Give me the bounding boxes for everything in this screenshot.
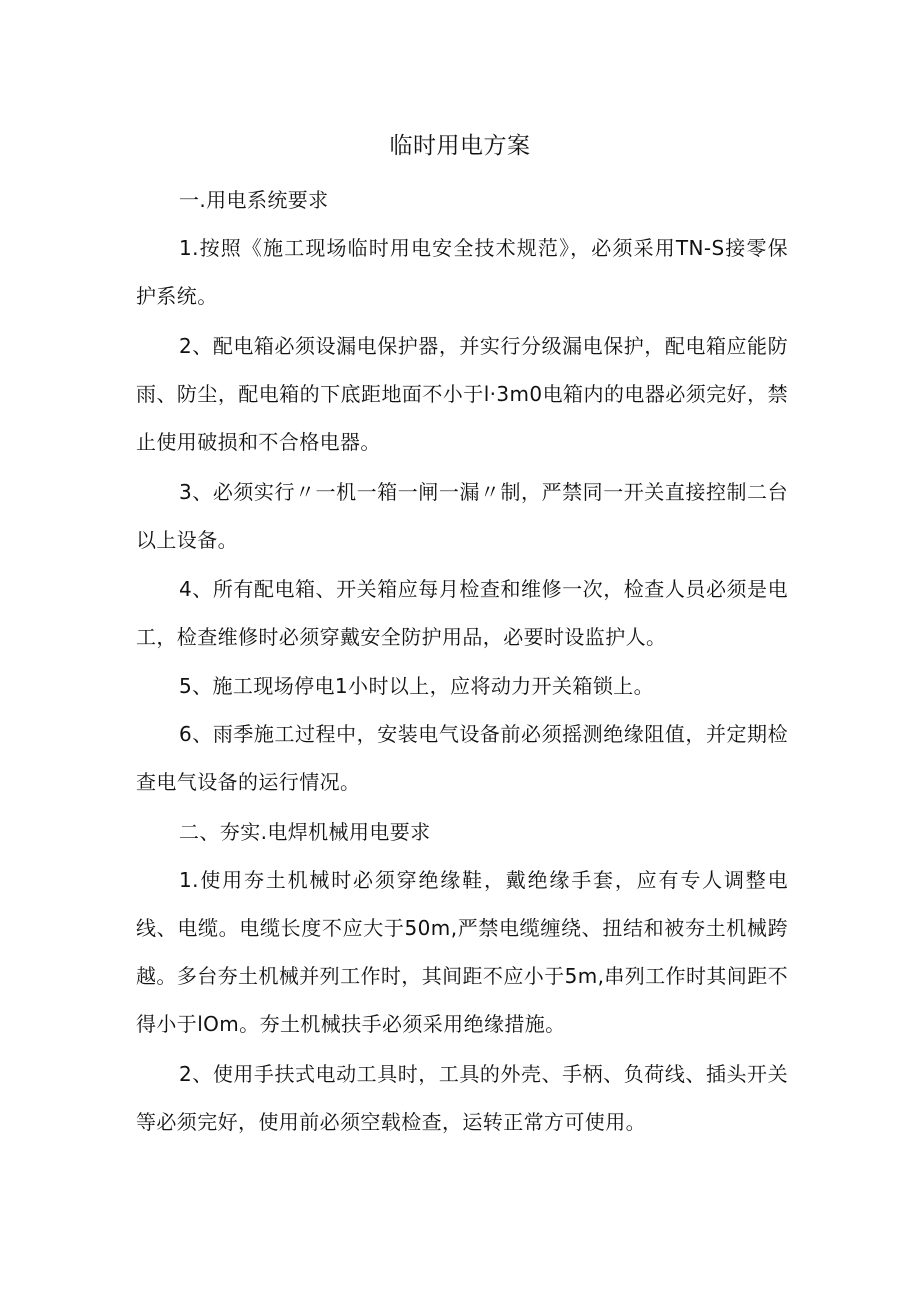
section-2-heading: 二、夯实.电焊机械用电要求 <box>179 820 431 844</box>
section-1-item-6: 6、雨季施工过程中，安装电气设备前必须摇测绝缘阻值，并定期检查电气设备的运行情况。 <box>136 722 788 794</box>
section-1-item-2: 2、配电箱必须设漏电保护器，并实行分级漏电保护，配电箱应能防雨、防尘，配电箱的下底距地面不小于l·3m0电箱内的电器必须完好，禁止使用破损和不合格电器。 <box>136 334 788 454</box>
section-1-item-4: 4、所有配电箱、开关箱应每月检查和维修一次，检查人员必须是电工，检查维修时必须穿戴安全防护用品，必要时设监护人。 <box>136 577 788 649</box>
document-title: 临时用电方案 <box>389 133 531 159</box>
section-1-item-3: 3、必须实行〃一机一箱一闸一漏〃制，严禁同一开关直接控制二台以上设备。 <box>136 480 788 552</box>
section-1-item-5: 5、施工现场停电1小时以上，应将动力开关箱锁上。 <box>179 674 655 698</box>
section-2-item-2: 2、使用手扶式电动工具时，工具的外壳、手柄、负荷线、插头开关等必须完好，使用前必须空载检查，运转正常方可使用。 <box>136 1062 788 1134</box>
section-2-item-1: 1.使用夯土机械时必须穿绝缘鞋，戴绝缘手套，应有专人调整电线、电缆。电缆长度不应大于50m,严禁电缆缠绕、扭结和被夯土机械跨越。多台夯土机械并列工作时，其间距不应小于5m,串列工作时其间距不得小于lOm。夯土机械扶手必须采用绝缘措施。 <box>136 868 788 1036</box>
section-1-heading: 一.用电系统要求 <box>179 188 329 212</box>
section-1-item-1: 1.按照《施工现场临时用电安全技术规范》，必须采用TN-S接零保护系统。 <box>136 236 788 308</box>
